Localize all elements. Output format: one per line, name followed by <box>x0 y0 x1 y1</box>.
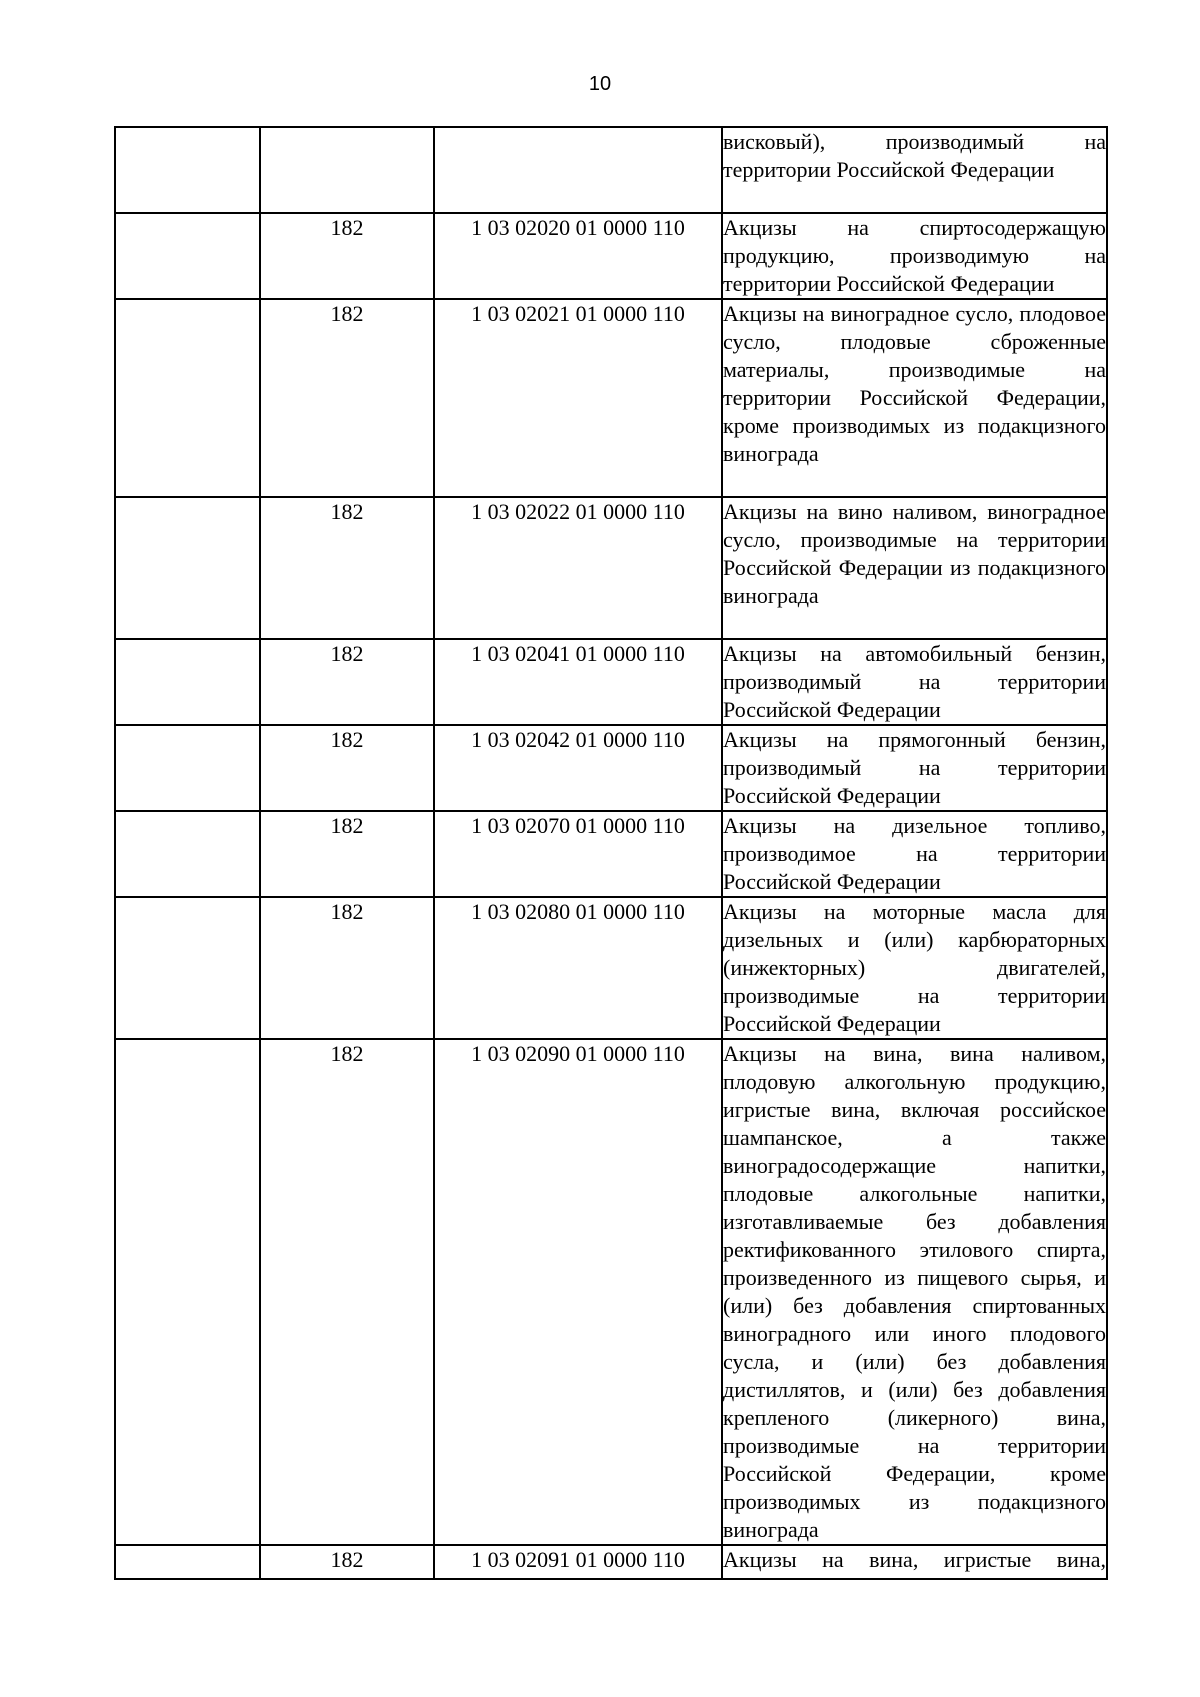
page-number: 10 <box>588 73 612 95</box>
admin-code-cell: 182 <box>260 897 434 1039</box>
empty-cell <box>115 299 260 497</box>
kbk-code-cell: 1 03 02041 01 0000 110 <box>434 639 722 725</box>
description-text: Акцизы на вина, вина наливом, плодовую алкогольную продукцию, игристые вина, включая российское шампанское, а также виноградосодержащие напитки, плодовые алкогольные напитки, изготавливаемые без добавления ректификованного этилового спирта, произведенного из пищевого сырья, и (или) без добавления спиртованных виноградного или иного плодового сусла, и (или) без добавления дистиллятов, и (или) без добавления крепленого (ликерного) вина, производимые на территории Российской Федерации, кроме производимых из подакцизного винограда <box>723 1041 1106 1542</box>
admin-code-cell: 182 <box>260 639 434 725</box>
admin-code-cell: 182 <box>260 1039 434 1545</box>
description-cell <box>722 497 1107 639</box>
empty-cell <box>115 811 260 897</box>
admin-code-cell: 182 <box>260 299 434 497</box>
description-cell <box>722 127 1107 213</box>
kbk-code-cell: 1 03 02091 01 0000 110 <box>434 1545 722 1579</box>
description-cell <box>722 1039 1107 1545</box>
table-row <box>115 1545 1107 1579</box>
description-cell <box>722 725 1107 811</box>
table-row <box>115 725 1107 811</box>
description-text: Акцизы на вино наливом, виноградное сусло, производимые на территории Российской Федерации из подакцизного винограда <box>723 499 1106 608</box>
empty-cell <box>115 897 260 1039</box>
description-cell <box>722 897 1107 1039</box>
description-cell <box>722 213 1107 299</box>
table-row <box>115 897 1107 1039</box>
kbk-code-cell <box>434 127 722 213</box>
table-row <box>115 497 1107 639</box>
description-cell <box>722 811 1107 897</box>
empty-cell <box>115 639 260 725</box>
kbk-code-cell: 1 03 02020 01 0000 110 <box>434 213 722 299</box>
table-row <box>115 811 1107 897</box>
empty-cell <box>115 725 260 811</box>
kbk-code-cell: 1 03 02021 01 0000 110 <box>434 299 722 497</box>
description-text: Акцизы на дизельное топливо, производимое на территории Российской Федерации <box>723 813 1106 894</box>
description-text: Акцизы на автомобильный бензин, производимый на территории Российской Федерации <box>723 641 1106 722</box>
admin-code-cell <box>260 127 434 213</box>
table-row <box>115 1039 1107 1545</box>
admin-code-cell: 182 <box>260 1545 434 1579</box>
empty-cell <box>115 497 260 639</box>
table-row <box>115 127 1107 213</box>
description-cell <box>722 1545 1107 1579</box>
admin-code-cell: 182 <box>260 497 434 639</box>
empty-cell <box>115 1039 260 1545</box>
table-row <box>115 639 1107 725</box>
description-text: Акцизы на спиртосодержащую продукцию, производимую на территории Российской Федерации <box>723 215 1106 296</box>
table-row <box>115 213 1107 299</box>
description-cell <box>722 299 1107 497</box>
description-text: Акцизы на прямогонный бензин, производимый на территории Российской Федерации <box>723 727 1106 808</box>
admin-code-cell: 182 <box>260 725 434 811</box>
admin-code-cell: 182 <box>260 213 434 299</box>
budget-codes-table <box>114 126 1108 1580</box>
admin-code-cell: 182 <box>260 811 434 897</box>
kbk-code-cell: 1 03 02042 01 0000 110 <box>434 725 722 811</box>
description-cell <box>722 639 1107 725</box>
table-row <box>115 299 1107 497</box>
description-text: Акцизы на вина, игристые вина, <box>723 1547 1106 1572</box>
empty-cell <box>115 213 260 299</box>
empty-cell <box>115 127 260 213</box>
kbk-code-cell: 1 03 02090 01 0000 110 <box>434 1039 722 1545</box>
kbk-code-cell: 1 03 02022 01 0000 110 <box>434 497 722 639</box>
kbk-code-cell: 1 03 02080 01 0000 110 <box>434 897 722 1039</box>
description-text: висковый), производимый на территории Российской Федерации <box>723 129 1106 182</box>
kbk-code-cell: 1 03 02070 01 0000 110 <box>434 811 722 897</box>
description-text: Акцизы на моторные масла для дизельных и (или) карбюраторных (инжекторных) двигателей, производимые на территории Российской Федерации <box>723 899 1106 1036</box>
description-text: Акцизы на виноградное сусло, плодовое сусло, плодовые сброженные материалы, производимые на территории Российской Федерации, кроме производимых из подакцизного винограда <box>723 301 1106 466</box>
empty-cell <box>115 1545 260 1579</box>
table-body <box>115 127 1107 1579</box>
